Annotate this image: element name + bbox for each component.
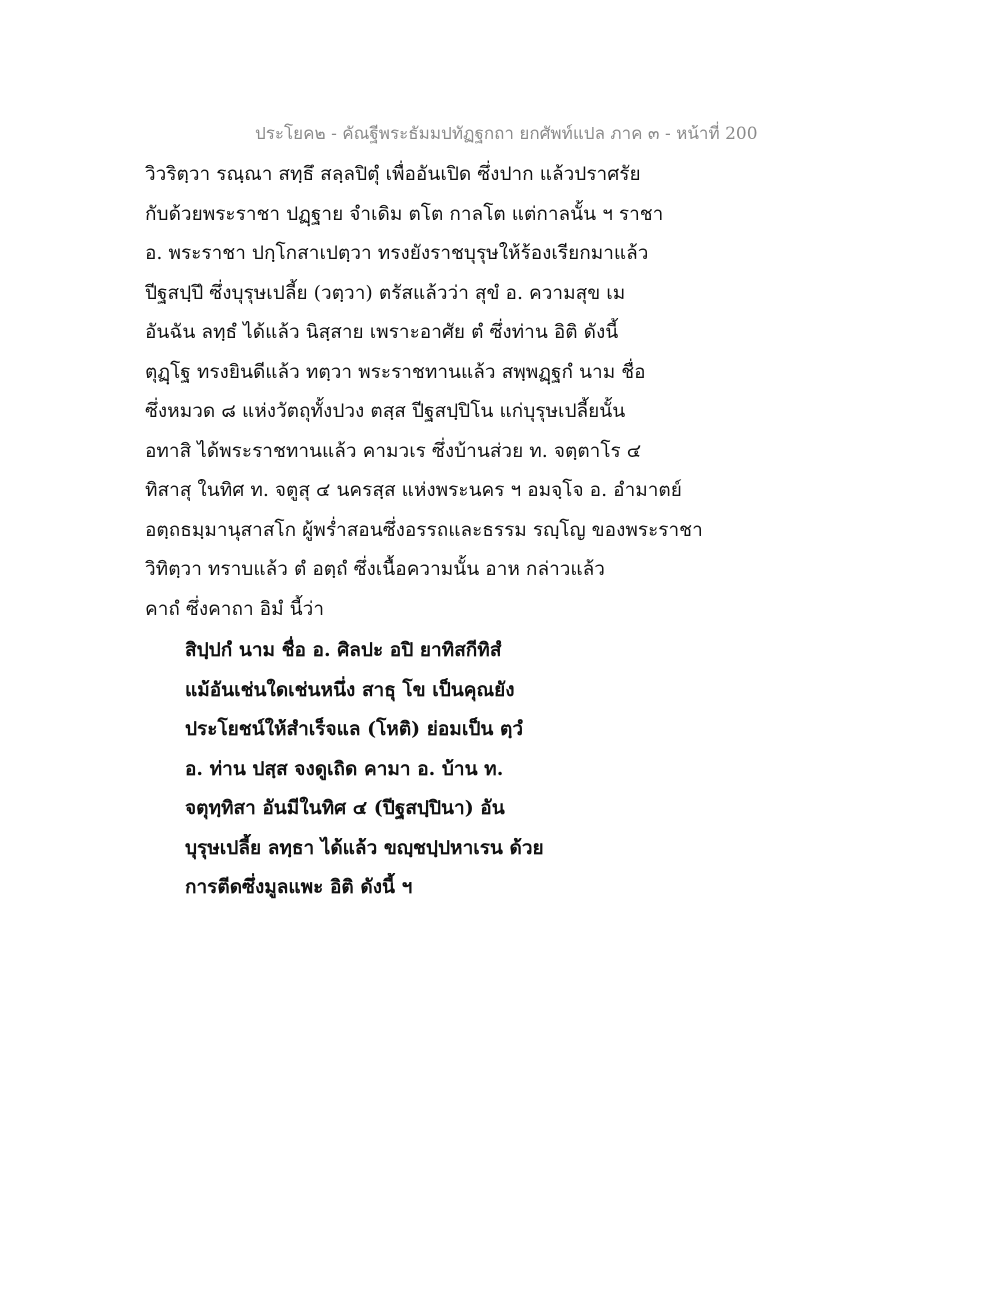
body-line: วิวริตฺวา รณฺณา สทฺธึ สลฺลปิตุํ เพื่ออันเปิด ซึ่งปาก แล้วปราศรัย <box>145 163 641 185</box>
body-line: คาถํ ซึ่งคาถา อิมํ นี้ว่า <box>145 597 324 620</box>
verse-line: แม้อันเช่นใดเช่นหนึ่ง สาธุ โข เป็นคุณยัง <box>185 678 515 701</box>
body-line: อทาสิ ได้พระราชทานแล้ว คามวเร ซึ่งบ้านส่วย ท. จตฺตาโร ๔ <box>145 439 642 462</box>
body-line: ตุฏฺโฐ ทรงยินดีแล้ว ทตฺวา พระราชทานแล้ว สพฺพฏฺฐกํ นาม ชื่อ <box>145 360 646 383</box>
body-line: กับด้วยพระราชา ปฏฺฐาย จำเดิม ตโต กาลโต แต่กาลนั้น ฯ ราชา <box>145 202 664 225</box>
verse-line: บุรุษเปลี้ย ลทฺธา ได้แล้ว ขญฺชปฺปหาเรน ด้วย <box>185 836 544 859</box>
body-line: อันฉัน ลทฺธํ ได้แล้ว นิสฺสาย เพราะอาศัย ตํ ซึ่งท่าน อิติ ดังนี้ <box>145 321 619 343</box>
verse-line: ประโยชน์ให้สำเร็จแล (โหติ) ย่อมเป็น ตฺวํ <box>185 718 523 740</box>
verse-line: สิปฺปกํ นาม ชื่อ อ. ศิลปะ อปิ ยาทิสกีทิสํ <box>185 639 502 661</box>
body-line: ซึ่งหมวด ๘ แห่งวัตถุทั้งปวง ตสฺส ปีฐสปฺปิโน แก่บุรุษเปลี้ยนั้น <box>145 400 626 422</box>
body-line: อ. พระราชา ปกฺโกสาเปตฺวา ทรงยังราชบุรุษให้ร้องเรียกมาแล้ว <box>145 242 649 264</box>
running-header: ประโยค๒ - คัณฐีพระธัมมปทัฏฐกถา ยกศัพท์แปล ภาค ๓ - หน้าที่ 200 <box>255 124 758 144</box>
verse-line: การตีดซึ่งมูลแพะ อิติ ดังนี้ ฯ <box>185 876 413 898</box>
body-line: อตฺถธมฺมานุสาสโก ผู้พร่ำสอนซึ่งอรรถและธรรม รญฺโญ ของพระราชา <box>145 518 703 541</box>
verse-line: อ. ท่าน ปสฺส จงดูเถิด คามา อ. บ้าน ท. <box>185 757 504 780</box>
body-text <box>145 160 785 634</box>
body-line: วิทิตฺวา ทราบแล้ว ตํ อตฺถํ ซึ่งเนื้อความนั้น อาห กล่าวแล้ว <box>145 558 605 580</box>
body-line: ทิสาสุ ในทิศ ท. จตูสุ ๔ นครสฺส แห่งพระนคร ฯ อมจฺโจ อ. อำมาตย์ <box>145 479 682 501</box>
verse-block <box>185 636 745 913</box>
body-line: ปีฐสปฺปึ ซึ่งบุรุษเปลี้ย (วตฺวา) ตรัสแล้วว่า สุขํ อ. ความสุข เม <box>145 281 626 304</box>
verse-line: จตุทฺทิสา อันมีในทิศ ๔ (ปีฐสปฺปินา) อัน <box>185 797 505 819</box>
